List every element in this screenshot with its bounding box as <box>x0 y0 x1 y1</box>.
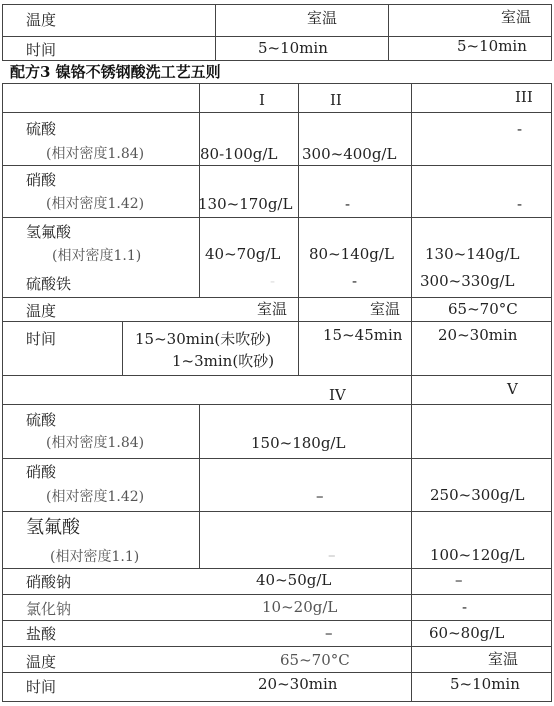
p2-r3-density: (相对密度1.1) <box>50 549 140 565</box>
recipe-heading: 配方3 镍铬不锈钢酸洗工艺五则 <box>10 63 221 81</box>
top-temp-label: 温度 <box>26 11 57 29</box>
p1-temp-v1: 室温 <box>257 300 288 318</box>
p2-r5-v4: 10~20g/L <box>262 598 338 616</box>
p2-r4-v5: – <box>455 571 463 589</box>
p1-r3-v3: 130~140g/L <box>425 245 520 263</box>
p1-r4-v1: - <box>270 272 276 290</box>
top-temp-c3: 室温 <box>501 8 532 26</box>
p1-r3-density: (相对密度1.1) <box>52 248 142 264</box>
p2-time-v5: 5~10min <box>450 675 520 693</box>
rule-top-c2 <box>215 4 216 61</box>
p2-r3-v4: – <box>328 546 336 564</box>
p1-time-label: 时间 <box>26 330 57 348</box>
p1-r2-v3: - <box>517 195 523 213</box>
p2-time-v4: 20~30min <box>258 675 338 693</box>
p2-r1-v4: 150~180g/L <box>251 434 346 452</box>
rule-bottom <box>2 701 552 702</box>
p1-time-v1b: 1~3min(吹砂) <box>172 352 275 370</box>
rule-left-p1 <box>2 83 3 702</box>
rule-p2-c2 <box>411 375 412 702</box>
rule-left <box>2 4 3 61</box>
p2-r3-name: 氢氟酸 <box>26 517 80 538</box>
rule-p1-header-top <box>2 83 552 84</box>
p1-temp-v3: 65~70°C <box>448 300 518 318</box>
p1-temp-label: 温度 <box>26 302 57 320</box>
p2-col-5: V <box>507 380 518 398</box>
p1-time-v2: 15~45min <box>323 326 403 344</box>
p2-r1-density: (相对密度1.84) <box>46 435 145 451</box>
rule-top-c3 <box>388 4 389 61</box>
top-temp-c2: 室温 <box>307 9 338 27</box>
rule-p2-r5 <box>2 620 552 621</box>
p1-col-3: III <box>515 88 533 106</box>
p1-time-v3: 20~30min <box>438 326 518 344</box>
p2-r4-name: 硝酸钠 <box>26 573 72 591</box>
p2-temp-v4: 65~70°C <box>280 651 350 669</box>
rule-p1-r4 <box>2 321 552 322</box>
p2-time-label: 时间 <box>26 678 57 696</box>
p1-r1-v3: - <box>517 120 523 138</box>
p2-r2-density: (相对密度1.42) <box>46 489 145 505</box>
p2-col-4: IV <box>329 386 346 404</box>
rule-p1-r3 <box>2 297 552 298</box>
p1-r3-v2: 80~140g/L <box>309 245 394 263</box>
p1-r2-name: 硝酸 <box>26 171 57 189</box>
p1-r2-density: (相对密度1.42) <box>46 196 145 212</box>
p1-temp-v2: 室温 <box>370 300 401 318</box>
p2-r6-v4: – <box>325 624 333 642</box>
p1-col-1: I <box>259 91 265 109</box>
rule-right <box>551 4 552 61</box>
p1-r4-name: 硫酸铁 <box>26 275 72 293</box>
top-time-label: 时间 <box>26 41 57 59</box>
p2-temp-label: 温度 <box>26 653 57 671</box>
rule-p1-r2 <box>2 217 552 218</box>
rule-top-bottom <box>2 60 552 61</box>
p1-time-v1a: 15~30min(未吹砂) <box>135 330 272 348</box>
p1-r1-v2: 300~400g/L <box>302 145 397 163</box>
rule-p1-header-bottom <box>2 112 552 113</box>
p1-r3-v1: 40~70g/L <box>205 245 281 263</box>
p2-r6-name: 盐酸 <box>26 625 57 643</box>
p2-r2-v4: – <box>316 487 324 505</box>
p2-temp-v5: 室温 <box>488 650 519 668</box>
p1-col-2: II <box>330 91 342 109</box>
rule-p1-c1 <box>199 83 200 298</box>
rule-p2-r1 <box>2 458 552 459</box>
rule-p2-r3 <box>2 568 552 569</box>
p1-r2-v2: - <box>345 195 351 213</box>
p2-r3-v5: 100~120g/L <box>430 546 525 564</box>
rule-p1-c3 <box>411 83 412 376</box>
rule-p2-r2 <box>2 511 552 512</box>
p2-r5-name: 氯化钠 <box>26 600 72 618</box>
p2-r2-v5: 250~300g/L <box>430 486 525 504</box>
p2-r4-v4: 40~50g/L <box>256 571 332 589</box>
p2-r5-v5: - <box>462 598 468 616</box>
p1-r4-v3: 300~330g/L <box>420 272 515 290</box>
top-time-c2: 5~10min <box>258 39 328 57</box>
p1-r3-name: 氢氟酸 <box>26 223 72 241</box>
p2-r2-name: 硝酸 <box>26 463 57 481</box>
rule-p1-r1 <box>2 165 552 166</box>
rule-p1-c2 <box>298 83 299 376</box>
rule-p1-r5 <box>2 375 552 376</box>
p2-r1-name: 硫酸 <box>26 411 57 429</box>
rule-top <box>2 4 552 5</box>
p1-r2-v1: 130~170g/L <box>198 195 293 213</box>
rule-p2-header-bottom <box>2 404 552 405</box>
p2-r6-v5: 60~80g/L <box>429 624 505 642</box>
rule-p2-c1 <box>199 404 200 568</box>
p1-r4-v2: - <box>352 272 358 290</box>
p1-r1-density: (相对密度1.84) <box>46 146 145 162</box>
rule-p2-r7 <box>2 672 552 673</box>
p1-r1-v1: 80-100g/L <box>200 145 278 163</box>
top-time-c3: 5~10min <box>457 37 527 55</box>
rule-p1-time-split <box>122 321 123 376</box>
p1-r1-name: 硫酸 <box>26 120 57 138</box>
rule-p2-r4 <box>2 594 552 595</box>
rule-p2-r6 <box>2 646 552 647</box>
rule-right-p1 <box>551 83 552 702</box>
